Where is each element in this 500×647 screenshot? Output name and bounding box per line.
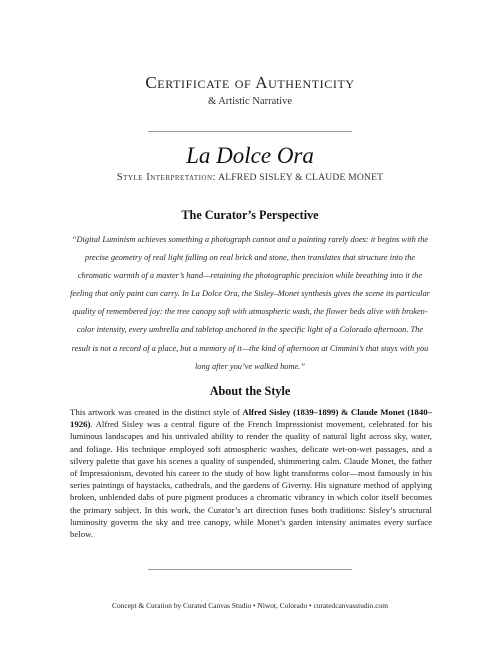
certificate-title: Certificate of Authenticity <box>145 73 355 92</box>
interpretation-artists: ALFRED SISLEY & CLAUDE MONET <box>218 172 384 183</box>
about-paragraph <box>70 406 432 540</box>
top-divider <box>148 131 352 132</box>
curator-heading: The Curator’s Perspective <box>181 208 319 222</box>
about-heading: About the Style <box>209 384 291 398</box>
bottom-divider <box>148 569 352 570</box>
artwork-title: La Dolce Ora <box>186 143 314 168</box>
about-text: . Alfred Sisley was a central figure of the French Impressionist movement, celebrated for his luminous landscapes and his unrivaled ability to render the quality of natural light across sky, water, and foliage. His technique employed soft atmospheric washes, delicate wet-on-wet passages, and a silvery palette that gave his scenes a quality of suspended, shimmering calm. Claude Monet, the father of Impressionism, devoted his career to the study of how light transforms color—most famously in his series paintings of haystacks, cathedrals, and the gardens of Giverny. His signature method of applying broken, unblended dabs of pure pigment produces a chromatic vibrancy in which color itself becomes the primary subject. In this work, the Curator’s art direction fuses both traditions: Sisley’s structural luminosity governs the sky and tree canopy, while Monet’s garden intensity animates every surface below. <box>70 419 432 540</box>
curator-quote: “Digital Luminism achieves something a photograph cannot and a painting rarely does: it begins with the precise geometry of real light falling on real brick and stone, then translates that structure into the chromatic warmth of a master’s hand—retaining the photographic precision while breathing into it the feeling that only paint can carry. In La Dolce Ora, the Sisley–Monet synthesis gives the scene its particular quality of remembered joy: the tree canopy soft with atmospheric wash, the flower beds alive with broken-color intensity, every umbrella and tabletop anchored in the specific light of a Colorado afternoon. The result is not a record of a place, but a memory of it—the kind of afternoon at Cimmini’s that stays with you long after you’ve walked home.” <box>70 235 430 371</box>
interpretation-label: Style Interpretation: <box>116 172 216 183</box>
about-artists: Alfred Sisley (1839–1899) & Claude Monet (1840–1926) <box>70 407 433 430</box>
about-intro: This artwork was created in the distinct style of <box>70 407 243 417</box>
style-interpretation <box>0 172 500 183</box>
footer-credits: Concept & Curation by Curated Canvas Studio • Niwot, Colorado • curatedcanvasstudio.com <box>112 601 388 610</box>
certificate-subtitle: & Artistic Narrative <box>208 96 292 107</box>
